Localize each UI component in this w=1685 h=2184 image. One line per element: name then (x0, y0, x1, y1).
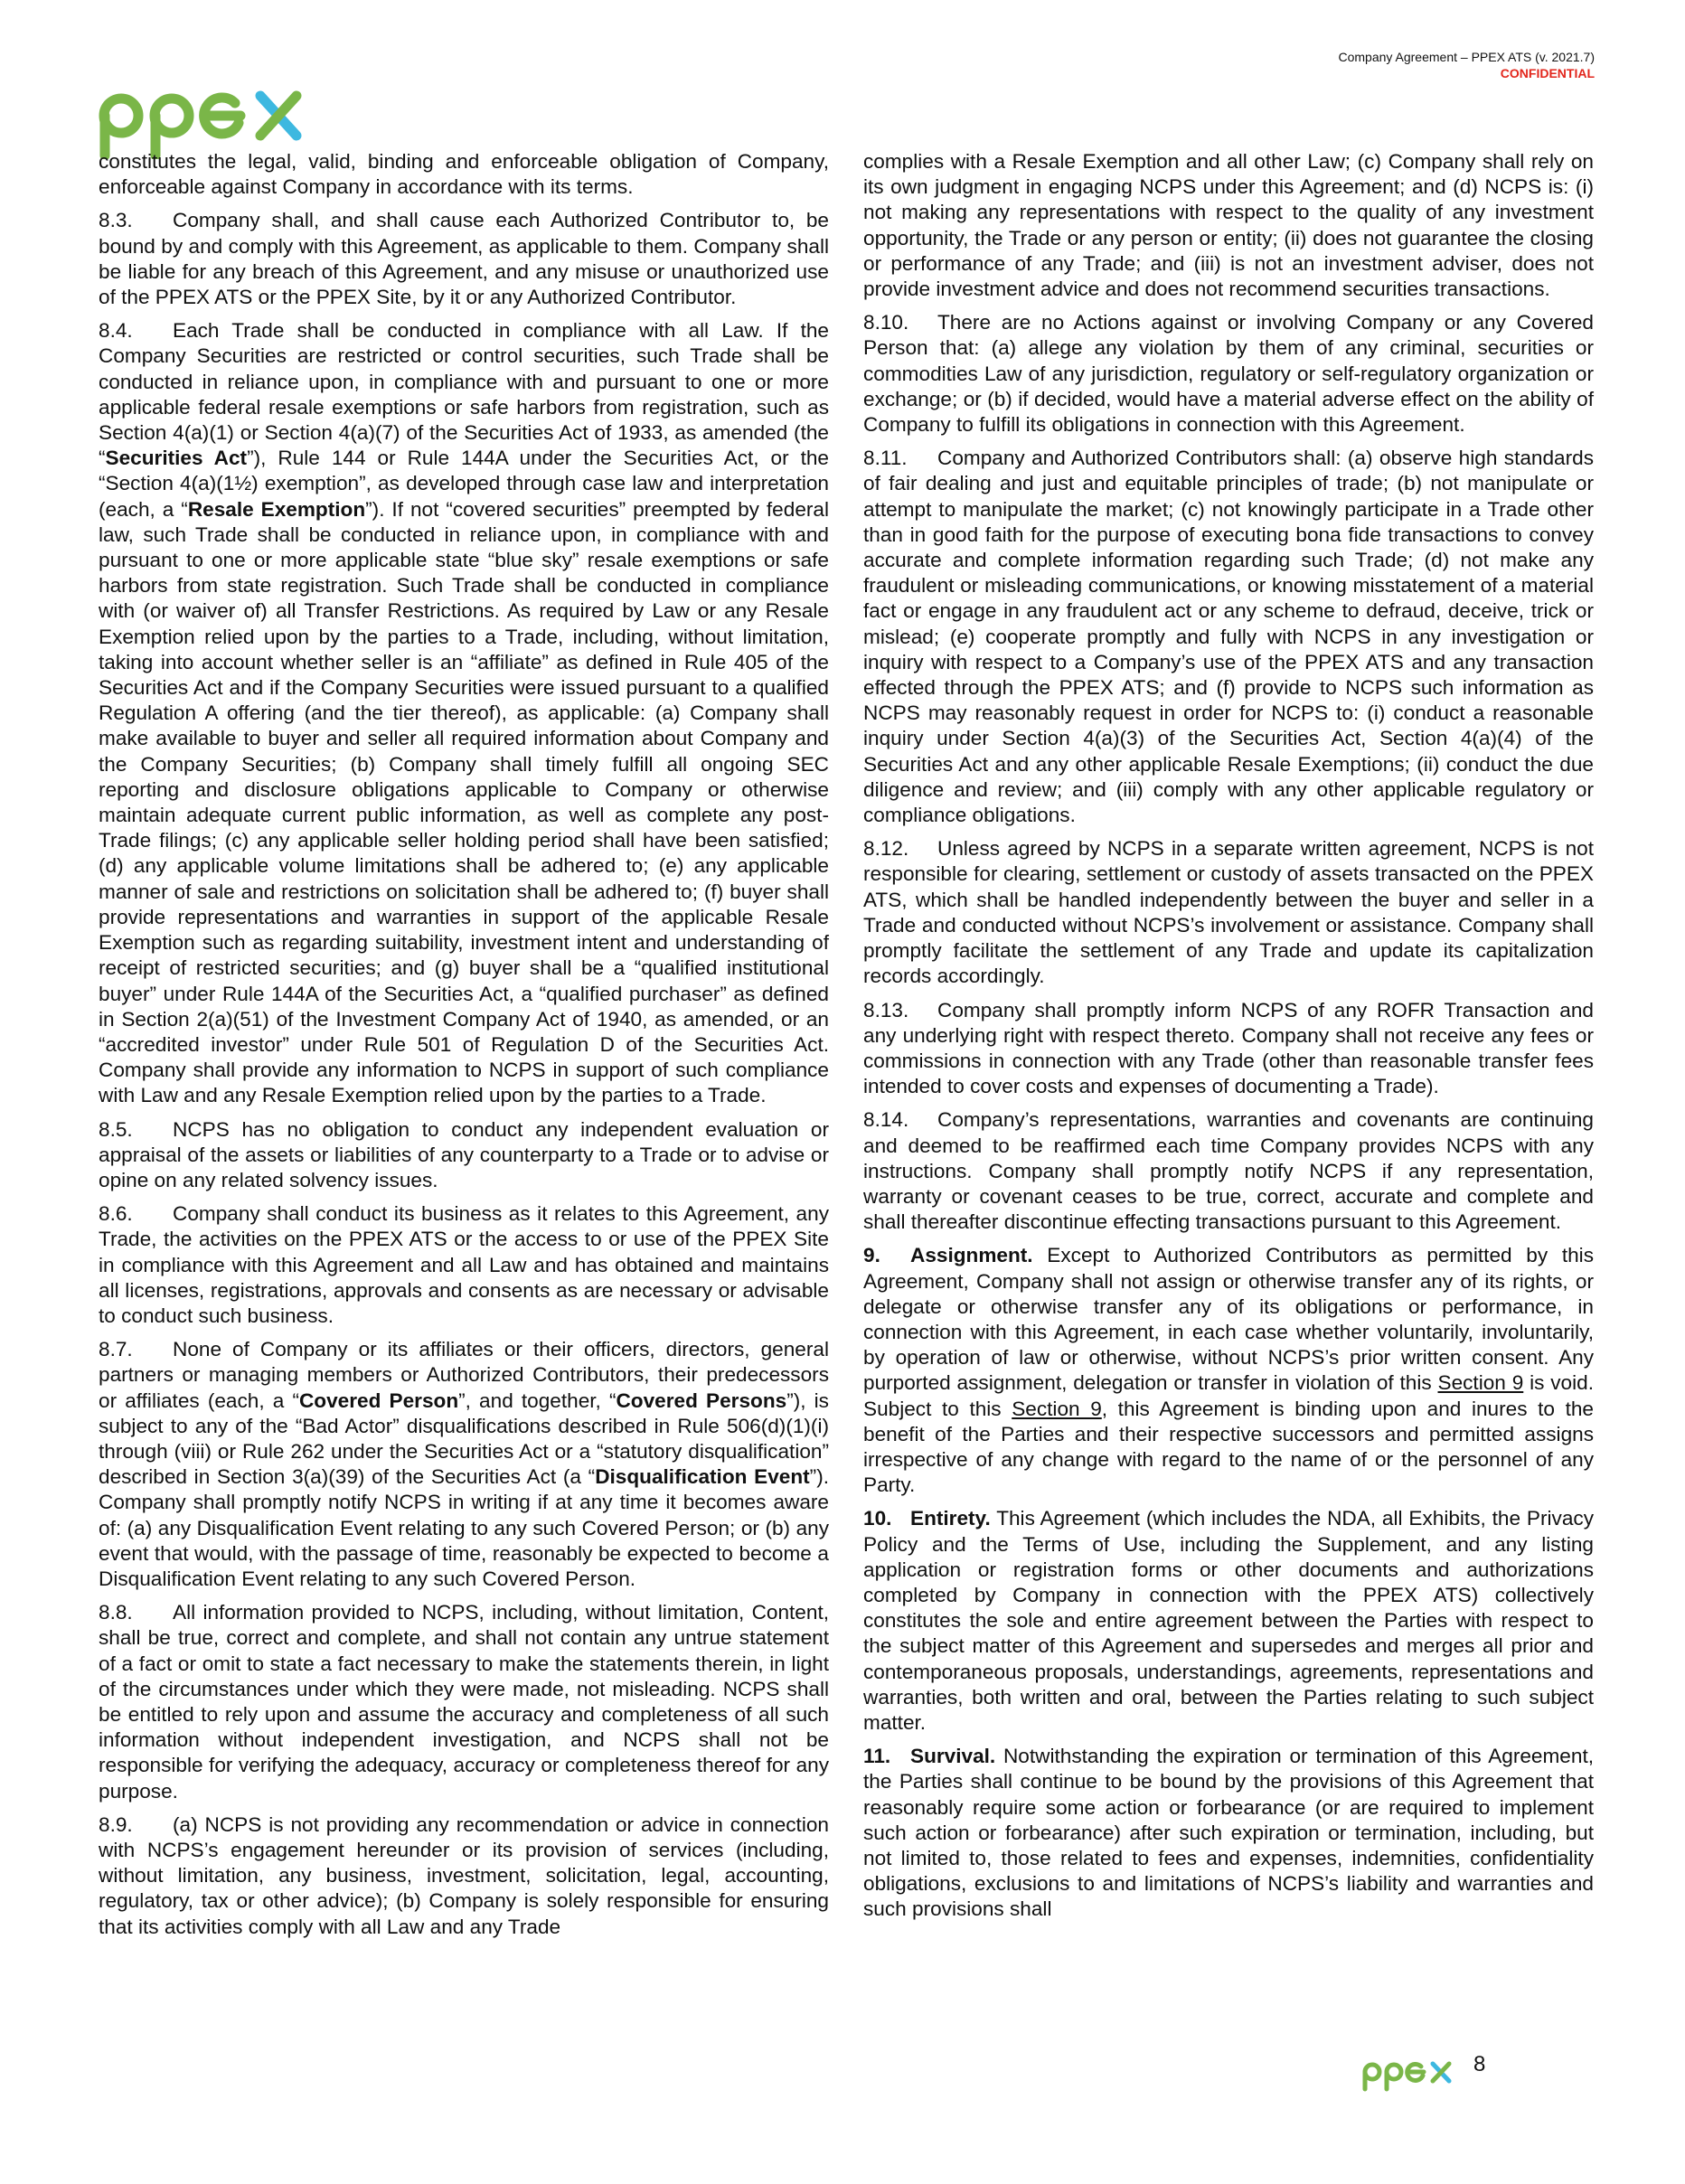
section-8-13: 8.13. Company shall promptly inform NCPS of any ROFR Transaction and any underlying right with respect thereto. Company shall not receive any fees or commissions in connection with any Trade (other than reasonable transfer fees intended to cover costs and expenses of documenting a Trade). (863, 998, 1594, 1098)
right-column (863, 149, 1594, 1931)
section-8-11: 8.11. Company and Authorized Contributors shall: (a) observe high standards of fair dealing and just and equitable principles of trade; (b) not manipulate or attempt to manipulate the market; (c) not knowingly participate in a Trade other than in good faith for the purpose of executing bona fide transactions to convey accurate and complete information regarding such Trade; (d) not make any fraudulent or misleading communications, or knowing misstatement of a material fact or engage in any fraudulent act or any scheme to defraud, deceive, trick or mislead; (e) cooperate promptly and fully with NCPS in any investigation or inquiry with respect to a Company’s use of the PPEX ATS and any transaction effected through the PPEX ATS; and (f) provide to NCPS such information as NCPS may reasonably request in order for NCPS to: (i) conduct a reasonable inquiry under Section 4(a)(3) of the Securities Act, Section 4(a)(4) of the Securities Act and any other applicable Resale Exemptions; (ii) conduct the due diligence and review; and (iii) comply with any other applicable regulatory or compliance obligations. (863, 447, 1594, 827)
section-8-3: 8.3. Company shall, and shall cause each Authorized Contributor to, be bound by and comply with this Agreement, as applicable to them. Company shall be liable for any breach of this Agreement, and any misuse or unauthorized use of the PPEX ATS or the PPEX Site, by it or any Authorized Contributor. (99, 209, 829, 309)
defined-term: Resale Exemption (187, 497, 366, 521)
page-number: 8 (1473, 2052, 1486, 2076)
section-11-survival: 11. Survival. Notwithstanding the expiration or termination of this Agreement, the Parties shall continue to be bound by the provisions of this Agreement that reasonably require some action or forbearance (or are required to implement such action or forbearance) after such expiration or termination, including, but not limited to, those related to fees and expenses, indemnities, confidentiality obligations, exclusions to and limitations of NCPS’s liability and warranties and such provisions shall (863, 1745, 1594, 1921)
section-9-reference: Section 9 (1437, 1371, 1524, 1395)
section-8-14: 8.14. Company’s representations, warranties and covenants are continuing and deemed to be reaffirmed each time Company provides NCPS with any instructions. Company shall promptly notify NCPS if any representation, warranty or covenant ceases to be true, correct, accurate and complete and shall thereafter discontinue effecting transactions pursuant to this Agreement. (863, 1108, 1594, 1234)
section-10-entirety: 10. Entirety. This Agreement (which includes the NDA, all Exhibits, the Privacy Policy and the Terms of Use, including the Supplement, and any listing application or registration forms or other documents and authorizations completed by Company in connection with the PPEX ATS) collectively constitutes the sole and entire agreement between the Parties with respect to the subject matter of this Agreement and supersedes and merges all prior and contemporaneous proposals, understandings, agreements, representations and warranties, both written and oral, between the Parties relating to such subject matter. (863, 1507, 1594, 1734)
document-title: Company Agreement – PPEX ATS (v. 2021.7) (1338, 50, 1595, 64)
section-heading: Assignment. (910, 1244, 1033, 1267)
confidential-label: CONFIDENTIAL (1500, 66, 1595, 80)
left-column (99, 149, 829, 1948)
section-8-8: 8.8. All information provided to NCPS, including, without limitation, Content, shall be true, correct and complete, and shall not contain any untrue statement of a fact or omit to state a fact necessary to make the statements therein, in light of the circumstances under which they were made, not misleading. NCPS shall be entitled to rely upon and assume the accuracy and completeness of all such information without independent investigation, and NCPS shall not be responsible for verifying the adequacy, accuracy or completeness thereof for any purpose. (99, 1601, 829, 1803)
document-header (1338, 49, 1595, 81)
section-8-4: 8.4. Each Trade shall be conducted in compliance with all Law. If the Company Securities are restricted or control securities, such Trade shall be conducted in reliance upon, in compliance with and pursuant to one or more applicable federal resale exemptions or safe harbors from registration, such as Section 4(a)(1) or Section 4(a)(7) of the Securities Act of 1933, as amended (the “Securities Act”), Rule 144 or Rule 144A under the Securities Act, or the “Section 4(a)(1½) exemption”, as developed through case law and interpretation (each, a “Resale Exemption”). If not “covered securities” preempted by federal law, such Trade shall be conducted in reliance upon, in compliance with and pursuant to one or more applicable state “blue sky” resale exemptions or safe harbors from state registration. Such Trade shall be conducted in compliance with (or waiver of) all Transfer Restrictions. As required by Law or any Resale Exemption relied upon by the parties to a Trade, including, without limitation, taking into account whether seller is an “affiliate” as defined in Rule 405 of the Securities Act and if the Company Securities were issued pursuant to a qualified Regulation A offering (and the tier thereof), as applicable: (a) Company shall make available to buyer and seller all required information about Company and the Company Securities; (b) Company shall timely fulfill all ongoing SEC reporting and disclosure obligations applicable to Company or otherwise maintain adequate current public information, as well as complete any post-Trade filings; (c) any applicable seller holding period shall have been satisfied; (d) any applicable volume limitations shall be adhered to; (e) any applicable manner of sale and restrictions on solicitation shall be adhered to; (f) buyer shall provide representations and warranties in support of the applicable Resale Exemption such as regarding suitability, investment intent and understanding of receipt of restricted securities; and (g) buyer shall be a “qualified institutional buyer” under Rule 144A of the Securities Act, a “qualified purchaser” as defined in Section 2(a)(51) of the Investment Company Act of 1940, as amended, or an “accredited investor” under Rule 501 of Regulation D of the Securities Act. Company shall provide any information to NCPS in support of such compliance with Law and any Resale Exemption relied upon by the parties to a Trade. (99, 319, 829, 1107)
ppex-footer-logo-graphic (1362, 2056, 1464, 2092)
defined-term: Disqualification Event (595, 1465, 810, 1489)
defined-term: Covered Person (298, 1389, 459, 1412)
paragraph-continuation: complies with a Resale Exemption and all other Law; (c) Company shall rely on its own judgment in engaging NCPS under this Agreement; and (d) NCPS is: (i) not making any representations with respect to the quality of any investment opportunity, the Trade or any person or entity; (ii) does not guarantee the closing or performance of any Trade; and (iii) is not an investment adviser, does not provide investment advice and does not recommend securities transactions. (863, 150, 1594, 301)
section-8-6: 8.6. Company shall conduct its business as it relates to this Agreement, any Trade, the activities on the PPEX ATS or the access to or use of the PPEX Site in compliance with this Agreement and all Law and has obtained and maintains all licenses, registrations, approvals and consents as are necessary or advisable to conduct such business. (99, 1202, 829, 1327)
section-8-7: 8.7. None of Company or its affiliates or their officers, directors, general partners or managing members or Authorized Contributors, their predecessors or affiliates (each, a “Covered Person”, and together, “Covered Persons”), is subject to any of the “Bad Actor” disqualifications described in Rule 506(d)(1)(i) through (viii) or Rule 262 under the Securities Act or a “statutory disqualification” described in Section 3(a)(39) of the Securities Act (a “Disqualification Event”). Company shall promptly notify NCPS in writing if at any time it becomes aware of: (a) any Disqualification Event relating to any such Covered Person; or (b) any event that would, with the passage of time, reasonably be expected to become a Disqualification Event relating to any such Covered Person. (99, 1338, 829, 1590)
section-8-12: 8.12. Unless agreed by NCPS in a separate written agreement, NCPS is not responsible for clearing, settlement or custody of assets transacted on the PPEX ATS, which shall be handled independently between the buyer and seller in a Trade and conducted without NCPS’s involvement or assistance. Company shall promptly facilitate the settlement of any Trade and update its capitalization records accordingly. (863, 837, 1594, 988)
section-9-assignment: 9. Assignment. Except to Authorized Contributors as permitted by this Agreement, Company shall not assign or otherwise transfer any of its rights, or delegate or otherwise transfer any of its obligations or performance, in connection with this Agreement, in each case whether voluntarily, involuntarily, by operation of law or otherwise, without NCPS’s prior written consent. Any purported assignment, delegation or transfer in violation of this Section 9 is void. Subject to this Section 9, this Agreement is binding upon and inures to the benefit of the Parties and their respective successors and permitted assigns irrespective of any change with regard to the name of or the personnel of any Party. (863, 1244, 1594, 1497)
ppex-logo-graphic (98, 76, 329, 159)
section-9-reference: Section 9 (1012, 1397, 1102, 1420)
section-8-9: 8.9. (a) NCPS is not providing any recommendation or advice in connection with NCPS’s engagement hereunder or its provision of services (including, without limitation, any business, investment, solicitation, legal, accounting, regulatory, tax or other advice); (b) Company is solely responsible for ensuring that its activities comply with all Law and any Trade (99, 1812, 829, 1938)
ppex-footer-logo (1362, 2056, 1464, 2096)
section-heading: Entirety. (910, 1507, 991, 1530)
defined-term: Securities Act (105, 447, 248, 470)
paragraph-continuation: constitutes the legal, valid, binding and enforceable obligation of Company, enforceable against Company in accordance with its terms. (99, 150, 829, 199)
section-8-5: 8.5. NCPS has no obligation to conduct any independent evaluation or appraisal of the assets or liabilities of any counterparty to a Trade or to advise or opine on any related solvency issues. (99, 1117, 829, 1191)
defined-term: Covered Persons (616, 1389, 787, 1412)
section-8-10: 8.10. There are no Actions against or involving Company or any Covered Person that: (a) allege any violation by them of any criminal, securities or commodities Law of any jurisdiction, regulatory or self-regulatory organization or exchange; or (b) if decided, would have a material adverse effect on the ability of Company to fulfill its obligations in connection with this Agreement. (863, 311, 1594, 437)
section-heading: Survival. (910, 1745, 996, 1768)
